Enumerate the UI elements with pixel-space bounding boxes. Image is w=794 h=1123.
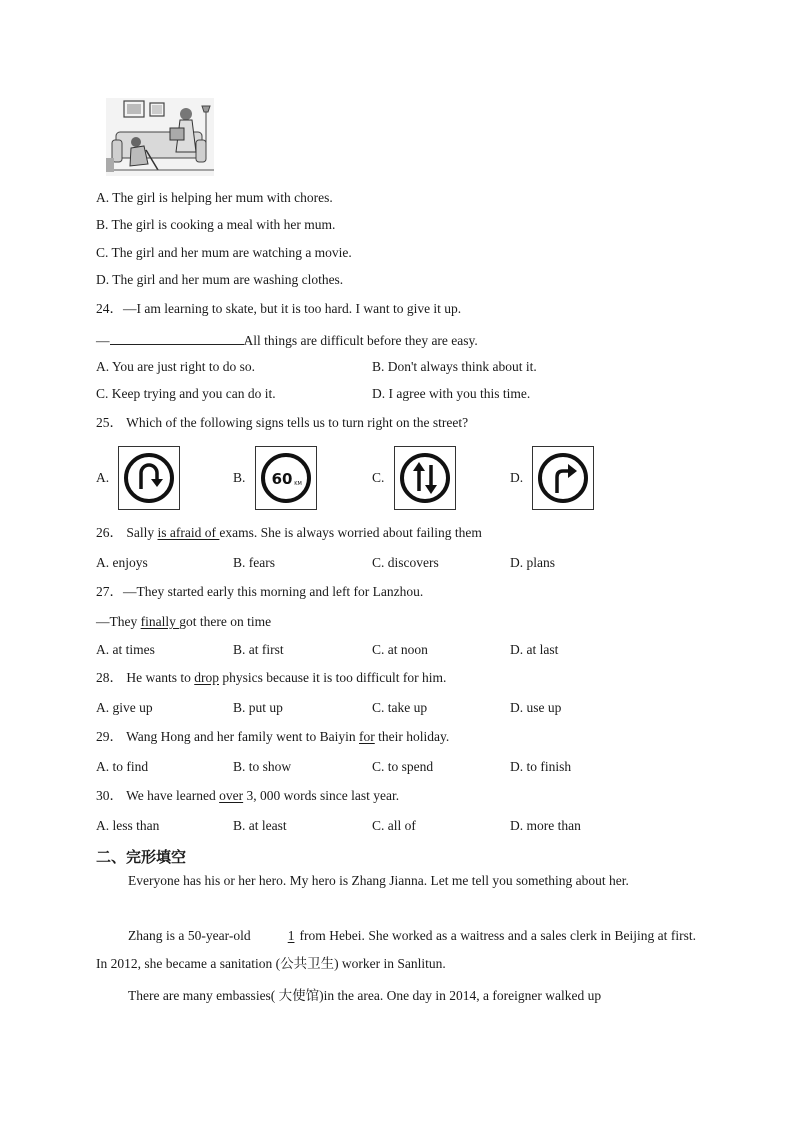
q28-option-c: C. take up xyxy=(372,700,428,715)
q29-stem xyxy=(96,728,449,746)
q29-option-d: D. to finish xyxy=(510,759,572,774)
section-title-cloze: 二、完形填空 xyxy=(96,848,187,866)
q27-reply-post: got there on time xyxy=(179,614,272,629)
q28-option-b: B. put up xyxy=(233,700,283,715)
q29-stem-pre: 29． Wang Hong and her family went to Baiyin xyxy=(96,729,359,744)
turn-right-icon xyxy=(533,447,593,509)
q30-stem-pre: 30． We have learned xyxy=(96,788,220,803)
mother-daughter-cleaning-illustration xyxy=(106,98,214,176)
q23-option-b: B. The girl is cooking a meal with her mum. xyxy=(96,217,336,232)
q27-reply xyxy=(96,613,271,631)
q29-option-c: C. to spend xyxy=(372,759,434,774)
q26-option-b: B. fears xyxy=(233,555,275,570)
q29-option-a: A. to find xyxy=(96,759,149,774)
q27-underlined-word: finally xyxy=(140,614,180,629)
q28-option-d: D. use up xyxy=(510,700,562,715)
q24-stem: 24．—I am learning to skate, but it is too hard. I want to give it up. xyxy=(96,301,462,316)
q28-stem xyxy=(96,669,446,687)
q24-reply-dash: — xyxy=(96,333,110,348)
q25-stem: 25． Which of the following signs tells us to turn right on the street? xyxy=(96,415,469,430)
q26-option-c: C. discovers xyxy=(372,555,439,570)
q26-option-a: A. enjoys xyxy=(96,555,148,570)
q29-underlined-word: for xyxy=(359,729,375,744)
q28-stem-post: physics because it is too difficult for him. xyxy=(219,670,447,685)
q27-option-a: A. at times xyxy=(96,642,155,657)
q29-option-b: B. to show xyxy=(233,759,292,774)
q27-option-b: B. at first xyxy=(233,642,284,657)
u-turn-icon xyxy=(119,447,179,509)
q29-stem-post: their holiday. xyxy=(374,729,450,744)
speed-limit-number: 60 xyxy=(271,470,293,488)
two-way-traffic-sign xyxy=(394,446,456,510)
q30-option-a: A. less than xyxy=(96,818,160,833)
q25-label-c: C. xyxy=(372,470,385,485)
speed-limit-sign xyxy=(255,446,317,510)
u-turn-sign xyxy=(118,446,180,510)
q26-stem xyxy=(96,524,482,542)
q24-option-c: C. Keep trying and you can do it. xyxy=(96,386,276,401)
q27-reply-pre: —They xyxy=(96,614,141,629)
cloze-paragraph-1: Everyone has his or her hero. My hero is Zhang Jianna. Let me tell you something about her. xyxy=(128,873,629,888)
cloze-p2-post: from Hebei. She worked as a waitress and a sales clerk in Beijing at first. In 2012, she became a sanitation (公共卫生) worker in Sanlitun. xyxy=(96,928,697,971)
q30-stem-post: 3, 000 words since last year. xyxy=(243,788,400,803)
q30-option-d: D. more than xyxy=(510,818,581,833)
cloze-p2-pre: Zhang is a 50-year-old xyxy=(128,928,255,943)
q23-option-d: D. The girl and her mum are washing clothes. xyxy=(96,272,344,287)
q30-stem xyxy=(96,787,399,805)
q28-underlined-word: drop xyxy=(194,670,219,685)
q23-illustration xyxy=(106,98,214,176)
q26-underlined-phrase: is afraid of xyxy=(157,525,220,540)
q30-underlined-word: over xyxy=(219,788,244,803)
q26-stem-post: exams. She is always worried about failing them xyxy=(219,525,482,540)
q25-label-b: B. xyxy=(233,470,246,485)
two-way-arrows-icon xyxy=(395,447,455,509)
cloze-paragraph-3: There are many embassies( 大使馆)in the area. One day in 2014, a foreigner walked up xyxy=(128,988,602,1003)
q30-option-b: B. at least xyxy=(233,818,287,833)
q30-option-c: C. all of xyxy=(372,818,416,833)
q28-stem-pre: 28． He wants to xyxy=(96,670,195,685)
q27-option-c: C. at noon xyxy=(372,642,428,657)
q26-stem-pre: 26． Sally xyxy=(96,525,158,540)
q24-option-a: A. You are just right to do so. xyxy=(96,359,256,374)
q23-option-c: C. The girl and her mum are watching a movie. xyxy=(96,245,352,260)
speed-limit-icon xyxy=(256,447,316,509)
q23-option-a: A. The girl is helping her mum with chores. xyxy=(96,190,333,205)
q26-option-d: D. plans xyxy=(510,555,555,570)
q27-option-d: D. at last xyxy=(510,642,559,657)
q28-option-a: A. give up xyxy=(96,700,153,715)
turn-right-sign xyxy=(532,446,594,510)
cloze-blank-1: 1 xyxy=(287,928,295,943)
cloze-paragraph-2 xyxy=(96,922,696,978)
q27-stem: 27．—They started early this morning and left for Lanzhou. xyxy=(96,584,424,599)
speed-limit-unit: KM xyxy=(294,481,302,487)
q24-reply-text: All things are difficult before they are easy. xyxy=(243,333,478,348)
q24-answer-blank xyxy=(110,330,244,345)
q24-option-d: D. I agree with you this time. xyxy=(372,386,531,401)
q24-reply xyxy=(96,330,478,350)
q25-label-d: D. xyxy=(510,470,524,485)
q24-option-b: B. Don't always think about it. xyxy=(372,359,537,374)
q25-label-a: A. xyxy=(96,470,110,485)
